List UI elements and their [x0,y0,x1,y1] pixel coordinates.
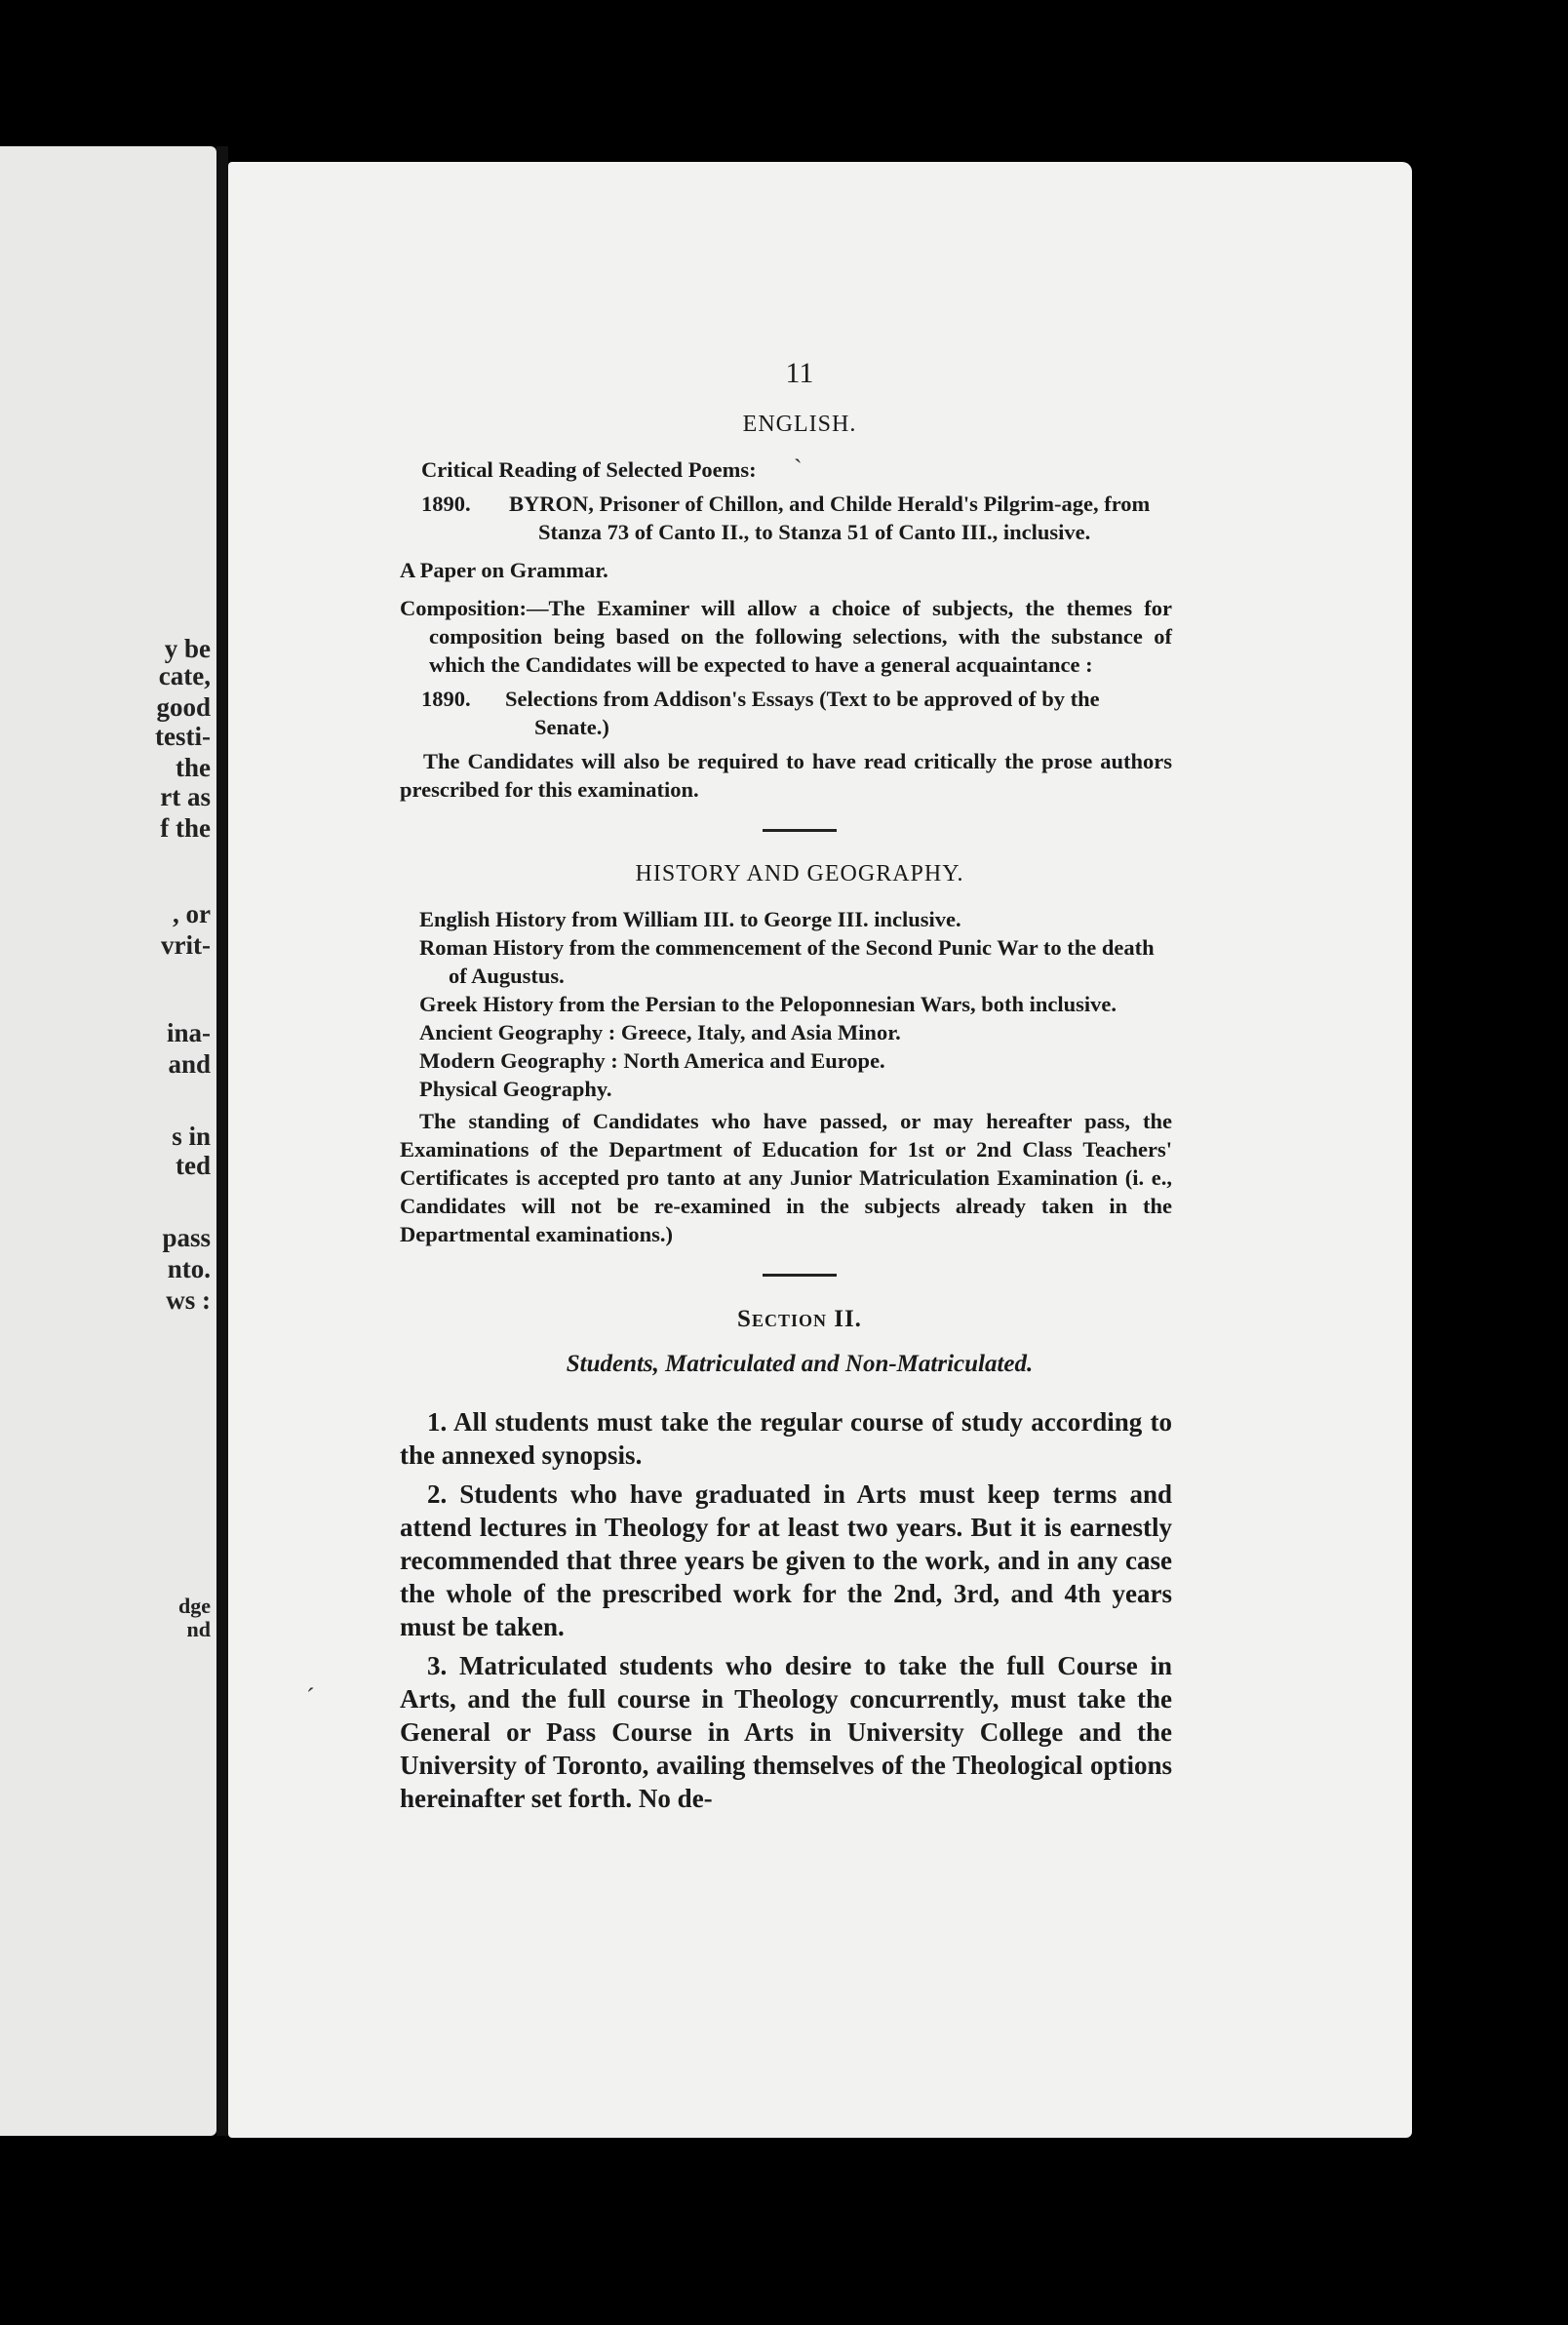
facing-page-fragment: ted [176,1151,211,1180]
facing-page-fragment: s in [172,1122,211,1151]
composition-paragraph: Composition:—The Examiner will allow a choice of subjects, the themes for composition being based on the following selections, with the substance of which the Candidates will be expected to have a general acquaintance : [400,596,1172,677]
facing-page-fragment: the [176,753,211,782]
byron-text: BYRON, Prisoner of Chillon, and Childe Herald's Pilgrim-age, from Stanza 73 of Canto II., to Stanza 51 of Canto III., inclusive. [509,492,1151,544]
page-content [400,357,1172,1821]
addison-year: 1890. [421,687,471,711]
speck-mark: ˎ [794,435,803,463]
facing-page-fragment: and [168,1049,211,1079]
facing-page-fragment: , or [173,899,211,928]
addison-text: Selections from Addison's Essays (Text to be approved of by the Senate.) [505,687,1100,739]
addison-entry [400,685,1172,741]
history-item: Ancient Geography : Greece, Italy, and Asia Minor. [419,1020,901,1044]
section-paragraph-2: 2. Students who have graduated in Arts must keep terms and attend lectures in Theology for at least two years. But it is earnestly recommended that three years be given to the work, and in any case the whole of the prescribed work for the 2nd, 3rd, and 4th years must be taken. [400,1479,1172,1641]
document-page [228,162,1412,2138]
divider-rule [763,829,837,832]
history-section [400,905,1172,1248]
standing-paragraph: The standing of Candidates who have passed, or may hereafter pass, the Examinations of the Department of Education for 1st or 2nd Class Teachers' Certificates is accepted pro tanto at any Junior Matriculation Examination (i. e., Candidates will not be re-examined in the subjects already taken in the Departmental examinations.) [400,1109,1172,1246]
facing-page-fragment: ina- [166,1018,211,1047]
facing-page-fragment: f the [160,813,211,843]
history-item: Physical Geography. [419,1077,612,1101]
section-title: Section II. [737,1306,862,1332]
facing-page-fragment: dge [178,1594,211,1618]
history-item: English History from William III. to George III. inclusive. [419,907,961,931]
history-item: Modern Geography : North America and Europe. [419,1048,885,1073]
grammar-line: A Paper on Grammar. [400,558,608,582]
speck-mark: ˊ [306,1683,315,1712]
section-paragraph-3: 3. Matriculated students who desire to take the full Course in Arts, and the full course in Theology concurrently, must take the General or Pass Course in Arts in University College and the University of Toronto, availing themselves of the Theological options hereinafter set forth. No de- [400,1651,1172,1813]
byron-entry [400,490,1172,546]
facing-page [0,146,216,2136]
facing-page-fragment: nd [186,1617,211,1641]
section-body [400,1405,1172,1815]
facing-page-fragment: pass [162,1223,211,1252]
history-item: Greek History from the Persian to the Peloponnesian Wars, both inclusive. [419,992,1117,1016]
facing-page-fragment: testi- [155,722,211,751]
facing-page-fragment: good [156,692,211,722]
prose-paragraph: The Candidates will also be required to have read critically the prose authors prescribed for this examination. [400,749,1172,802]
critical-reading-line: Critical Reading of Selected Poems: [421,457,757,482]
divider-rule [763,1274,837,1277]
facing-page-fragment: ws : [166,1285,211,1315]
english-section [400,455,1172,804]
history-heading: HISTORY AND GEOGRAPHY. [635,861,964,887]
facing-page-fragment: vrit- [161,930,211,960]
section-paragraph-1: 1. All students must take the regular course of study according to the annexed synopsis. [400,1407,1172,1470]
byron-year: 1890. [421,492,471,516]
section-subtitle: Students, Matriculated and Non-Matriculated. [566,1351,1034,1377]
facing-page-fragment: cate, [158,661,211,690]
english-heading: ENGLISH. [742,412,857,437]
history-item: Roman History from the commencement of the Second Punic War to the death of Augustus. [419,935,1155,988]
facing-page-fragment: nto. [167,1254,211,1283]
book-spine [216,146,228,2136]
facing-page-fragment: y be [164,634,211,663]
facing-page-fragment: rt as [160,782,211,811]
page-number: 11 [785,357,814,389]
